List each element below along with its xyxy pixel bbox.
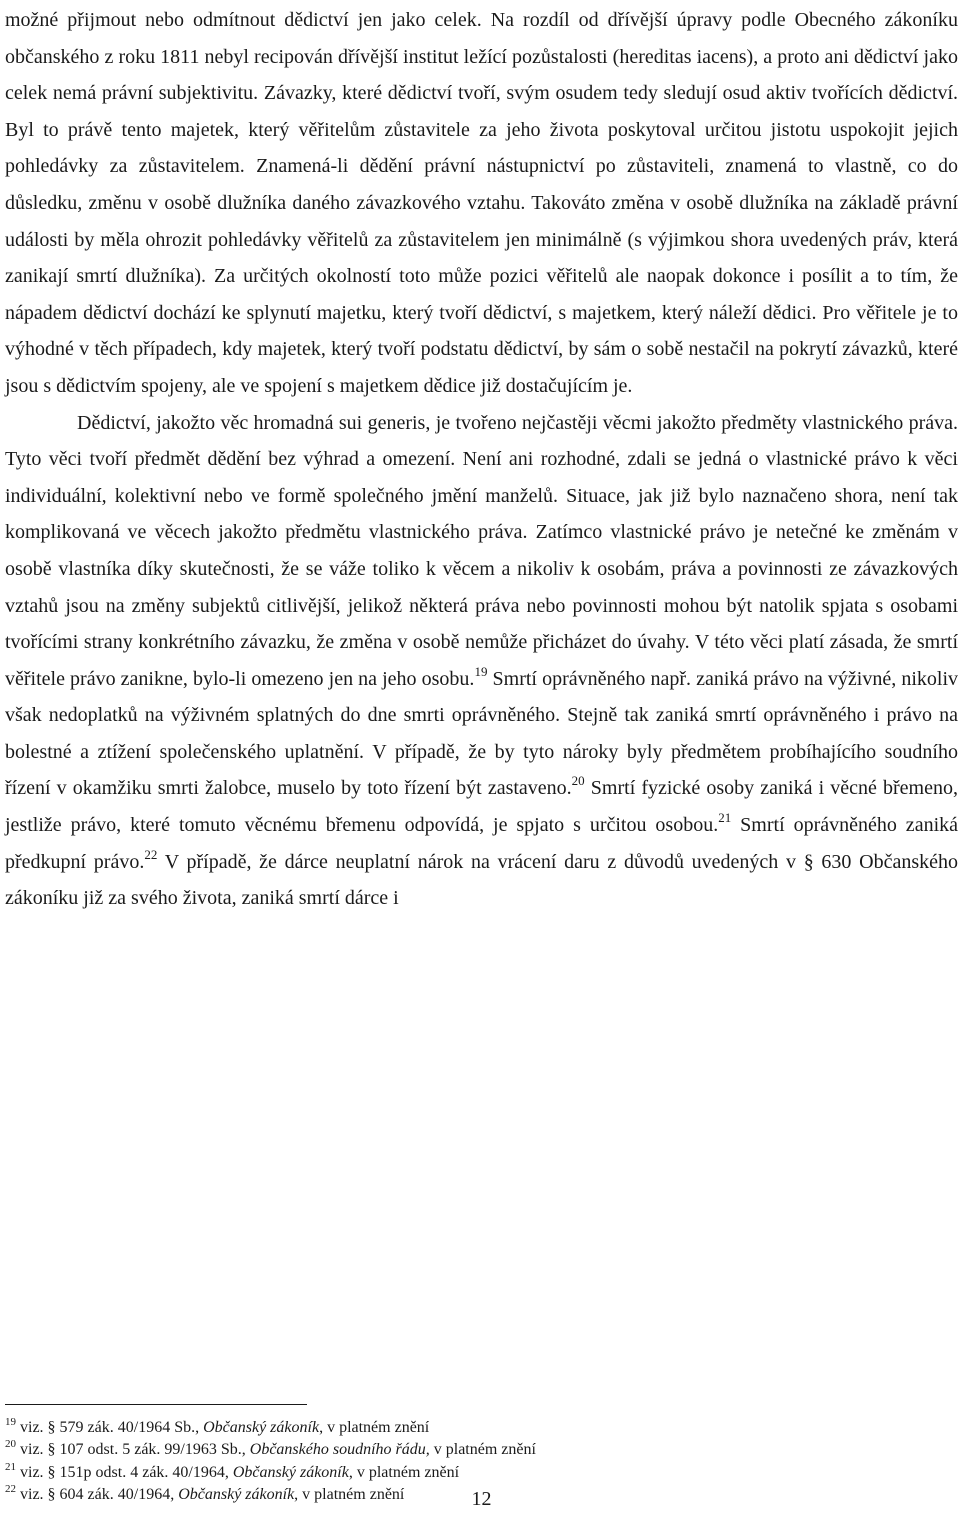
body-text <box>5 0 958 917</box>
footnote-number: 22 <box>5 1482 16 1495</box>
footnote <box>5 1439 536 1461</box>
footnote-citation: viz. § 579 zák. 40/1964 Sb., <box>16 1419 204 1436</box>
text-run: možné přijmout nebo odmítnout dědictví jen jako celek. Na rozdíl od dřívější úpravy podle Obecného zákoníku občanského z roku 1811 nebyl recipován dřívější institut ležící pozůstalosti (hereditas iacens), a proto ani dědictví jako celek nemá právní subjektivitu. Závazky, které dědictví tvoří, svým osudem tedy sledují osud aktiv tvořících dědictví. Byl to právě tento majetek, který věřitelům zůstavitele za jeho života poskytoval určitou jistotu uspokojit jejich pohledávky za zůstavitelem. Znamená-li dědění právní nástupnictví po zůstaviteli, znamená to vlastně, co do důsledku, změnu v osobě dlužníka daného závazkového vztahu. Takováto změna v osobě dlužníka na základě právní události by měla ohrozit pohledávky věřitelů za zůstavitelem jen minimálně (s výjimkou shora uvedených práv, která zanikají smrtí dlužníka). Za určitých okolností toto může pozici věřitelů ale naopak dokonce i posílit a to tím, že nápadem dědictví dochází ke splynutí majetku, který tvoří dědictví, s majetkem, který náleží dědici. Pro věřitele je to výhodné v těch případech, kdy majetek, který tvoří podstatu dědictví, by sám o sobě nestačil na pokrytí závazků, které jsou s dědictvím spojeny, ale ve spojení s majetkem dědice již dostačujícím je. <box>5 9 958 397</box>
footnote-number: 21 <box>5 1460 16 1473</box>
footnote-citation: viz. § 604 zák. 40/1964, <box>16 1485 179 1503</box>
text-run: Smrtí oprávněného např. zaniká právo na výživné, nikoliv však nedoplatků na výživném splatných do dne smrti oprávněného. Stejně tak zaniká smrtí oprávněného i právo na bolestné a ztížení společenského uplatnění. V případě, že by tyto nároky byly předmětem probíhajícího soudního řízení v okamžiku smrti žalobce, muselo by toto řízení být zastaveno. <box>5 667 958 800</box>
footnote <box>5 1417 536 1439</box>
footnote-reference[interactable]: 19 <box>474 663 488 679</box>
text-run: Dědictví, jakožto věc hromadná sui generis, je tvořeno nejčastěji věcmi jakožto předměty vlastnického práva. Tyto věci tvoří předmět dědění bez výhrad a omezení. Není ani rozhodné, zdali se jedná o vlastnické právo k věci individuální, kolektivní nebo ve formě společného jmění manželů. Situace, jak již bylo naznačeno shora, není tak komplikovaná ve věcech jakožto předmětu vlastnického práva. Zatímco vlastnické právo je netečné ke změnám v osobě vlastníka díky skutečnosti, že se váže toliko k věcem a nikoliv k osobám, práva a povinnosti ze závazkových vztahů jsou na změny subjektů citlivější, jelikož některá práva nebo povinnosti mohou být natolik spjata s osobami tvořícími strany konkrétního závazku, že změna v osobě nemůže přicházet do úvahy. V této věci platí zásada, že smrtí věřitele právo zanikne, bylo-li omezeno jen na jeho osobu. <box>5 411 958 690</box>
footnote-law-title: Občanský zákoník <box>203 1419 320 1436</box>
text-run: V případě, že dárce neuplatní nárok na vrácení daru z důvodů uvedených v § 630 Občanského zákoníku již za svého života, zaniká smrtí dárce i <box>5 850 958 910</box>
footnote-number: 20 <box>5 1438 16 1451</box>
footnote-number: 19 <box>5 1416 16 1428</box>
footnote <box>5 1462 536 1484</box>
footnote-reference[interactable]: 22 <box>144 846 158 862</box>
footnote-reference[interactable]: 21 <box>718 810 732 826</box>
footnote-separator <box>5 1404 307 1405</box>
footnote-suffix: , v platném znění <box>294 1485 405 1503</box>
footnote-law-title: Občanského soudního řádu, <box>249 1441 430 1459</box>
paragraph-1 <box>5 2 958 405</box>
footnote-suffix: , v platném znění <box>319 1419 430 1436</box>
text-run: Smrtí fyzické osoby zaniká i věcné břemeno, jestliže právo, které tomuto věcnému břemenu odpovídá, je spjato s určitou osobou. <box>5 777 958 837</box>
footnote-citation: viz. § 107 odst. 5 zák. 99/1963 Sb., <box>16 1441 250 1459</box>
footnote-reference[interactable]: 20 <box>571 773 585 789</box>
document-page <box>5 0 958 1510</box>
footnote-suffix: , v platném znění <box>348 1463 460 1481</box>
footnote-suffix: v platném znění <box>429 1441 536 1459</box>
page-number: 12 <box>471 1488 492 1510</box>
text-run: Smrtí oprávněného zaniká předkupní právo. <box>5 814 958 873</box>
footnote-law-title: Občanský zákoník <box>232 1463 349 1481</box>
footnote-citation: viz. § 151p odst. 4 zák. 40/1964, <box>16 1463 233 1481</box>
footnote-law-title: Občanský zákoník <box>178 1485 295 1503</box>
paragraph-2 <box>5 405 958 917</box>
